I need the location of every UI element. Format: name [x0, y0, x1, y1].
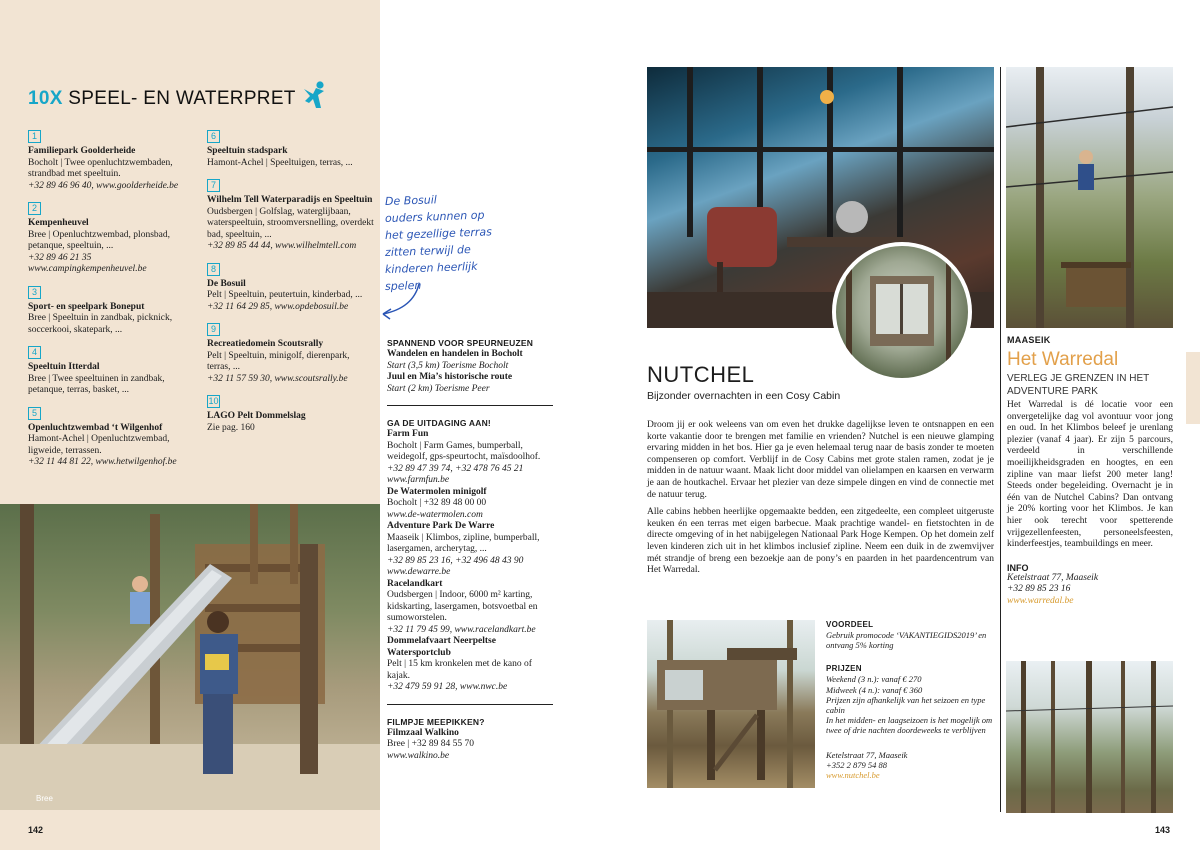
- nutchel-paragraph-2: Alle cabins hebben heerlijke opgemaakte bedden, een zitgedeelte, een compleet uitgeruste keuken én een terras met eigen barbecue. Maak prachtige wandel- en fietstochten in de directe omgeving of in het nabijgelegen Nationaal Park Hoge Kempen. Op het domein zelf leven kinderen zich uit in het klimbos inclusief zipline. Neem een duik in de zwemvijver mét strandje of breng een bezoekje aan de pony’s en paarden in het paardencentrum van Het Warredal.: [647, 507, 994, 576]
- item-description: Bree | Speeltuin in zandbak, picknick, soccerkooi, skatepark, ...: [28, 313, 173, 335]
- section-heading-speurneuzen: SPANNEND VOOR SPEURNEUZEN: [387, 338, 534, 348]
- price-line: Weekend (3 n.): vanaf € 270: [826, 674, 922, 685]
- column-divider: [1000, 67, 1001, 812]
- handwritten-line: De Bosuil: [384, 193, 438, 209]
- section-heading-filmpje: FILMPJE MEEPIKKEN?: [387, 716, 485, 727]
- item-name: LAGO Pelt Dommelslag: [207, 411, 306, 421]
- warredal-title: Het Warredal: [1007, 349, 1119, 370]
- item-description: Bocholt | Twee openluchtzwembaden, strandbad met speeltuin.: [28, 157, 173, 179]
- handwritten-line: spelen: [384, 278, 422, 294]
- cabin-exterior-photo: [832, 242, 972, 382]
- divider: [387, 704, 553, 705]
- handwritten-line: ouders kunnen op: [384, 208, 485, 226]
- activity-name: Racelandkart: [387, 578, 443, 589]
- item-name: Speeltuin stadspark: [207, 146, 288, 156]
- activity-description: Oudsbergen | Indoor, 6000 m² karting, kidskarting, lasergamen, botsvoetbal en sumoworstelen.: [387, 590, 538, 623]
- item-number-badge: 4: [28, 346, 41, 359]
- activity-name: Dommelafvaart Neerpeltse Watersportclub: [387, 636, 496, 658]
- list-item: [207, 259, 375, 314]
- nutchel-title: NUTCHEL: [647, 362, 755, 387]
- item-description: Hamont-Achel | Openluchtzwembad, ligweide, terrassen.: [28, 434, 170, 456]
- warredal-website-link[interactable]: www.warredal.be: [1007, 595, 1074, 606]
- warredal-address: Ketelstraat 77, Maaseik: [1007, 572, 1099, 583]
- playground-photo: [0, 504, 380, 810]
- item-name: Wilhelm Tell Waterparadijs en Speeltuin: [207, 195, 373, 205]
- activity-name: De Watermolen minigolf: [387, 486, 487, 497]
- warredal-info-heading: INFO: [1007, 562, 1029, 573]
- voordeel-heading: VOORDEEL: [826, 620, 874, 629]
- activity-description: Maaseik | Klimbos, zipline, bumperball, lasergamen, archerytag, ...: [387, 532, 540, 554]
- item-number-badge: 2: [28, 202, 41, 215]
- activity-name: Adventure Park De Warre: [387, 521, 495, 531]
- list-item: [28, 403, 196, 469]
- nutchel-phone: +352 2 879 54 88: [826, 759, 887, 770]
- route-name: Wandelen en handelen in Bocholt: [387, 349, 523, 359]
- activity-name: Farm Fun: [387, 429, 429, 439]
- activity-contact[interactable]: +32 479 59 91 28, www.nwc.be: [387, 682, 508, 692]
- item-description: Hamont-Achel | Speeltuigen, terras, ...: [207, 157, 353, 168]
- item-number-badge: 8: [207, 263, 220, 276]
- item-description: Oudsbergen | Golfslag, waterglijbaan, waterspeeltuin, stroomversnelling, overdekt bad, speeltuin, ...: [207, 206, 374, 240]
- title-text: SPEEL- EN WATERPRET: [62, 88, 296, 109]
- warredal-body: Het Warredal is dé locatie voor een onvergetelijke dag vol avontuur voor jong en oud. In het Klimbos beleef je urenlang plezier (vanaf 4 jaar). Er zijn 5 parcours, verdeeld in verschillende moeilijkheidsgraden en hoogtes, en een zipline van maar liefst 200 meter lang! Steeds onder begeleiding. Overnacht je in één van de Nutchel Cabins? Dan ontvang je 20% korting voor het Klimbos. Je kan hier ook terecht voor spetterende vrijgezellenfeesten, personeelsfeesten, kinderfeestjes, teambuildings en meer.: [1007, 400, 1173, 550]
- section-heading-uitdaging: GA DE UITDAGING AAN!: [387, 418, 491, 428]
- side-tab: [1186, 352, 1200, 424]
- warredal-column: [1007, 335, 1173, 608]
- rope-course-photo: [1006, 67, 1173, 328]
- item-description: Pelt | Speeltuin, peutertuin, kinderbad, ...: [207, 290, 363, 300]
- prijzen-heading: PRIJZEN: [826, 664, 862, 674]
- nutchel-info-box: [826, 620, 996, 780]
- item-number-badge: 3: [28, 286, 41, 299]
- divider: [387, 405, 553, 406]
- list-column-1: [28, 126, 196, 475]
- warredal-kicker: MAASEIK: [1007, 335, 1051, 345]
- item-contact[interactable]: +32 89 46 96 40, www.goolderheide.be: [28, 180, 179, 191]
- item-number-badge: 7: [207, 179, 220, 192]
- price-line: Midweek (4 n.): vanaf € 360: [826, 684, 923, 695]
- treehouse-photo: [647, 620, 815, 788]
- warredal-subtitle: VERLEG JE GRENZEN IN HET ADVENTURE PARK: [1007, 373, 1150, 397]
- middle-column: [387, 338, 553, 762]
- route-info: Start (2 km) Toerisme Peer: [387, 383, 490, 394]
- item-contact[interactable]: +32 89 85 44 44, www.wilhelmtell.com: [207, 241, 357, 251]
- price-line: Prijzen zijn afhankelijk van het seizoen en type cabin: [826, 694, 986, 716]
- item-contact[interactable]: +32 11 44 81 22, www.hetwilgenhof.be: [28, 457, 177, 467]
- forest-photo: [1006, 661, 1173, 813]
- list-item: [207, 319, 375, 385]
- list-item: [207, 391, 375, 434]
- list-column-2: [207, 126, 375, 440]
- nutchel-paragraph-1: Droom jij er ook weleens van om even het drukke dagelijkse leven te ontsnappen en een korte vakantie door te brengen met familie en vrienden? Nutchel is een nieuwe glamping ervaring midden in het bos. Hier ga je even helemaal terug naar de basis zonder te moeten compenseren op comfort. Verblijf in de Cosy Cabins met grote stalen ramen, zodat je je midden in de natuur waant. Maak licht door middel van olielampen en kaarsen en verwarm je aan de houtkachel. Ervaar het plezier van deze simpele dingen en vind de connectie met de natuur terug.: [647, 420, 994, 500]
- item-name: Familiepark Goolderheide: [28, 146, 136, 156]
- item-contact[interactable]: +32 89 46 21 35 www.campingkempenheuvel.be: [28, 252, 147, 274]
- nutchel-subtitle: Bijzonder overnachten in een Cosy Cabin: [647, 390, 841, 402]
- item-contact[interactable]: +32 11 57 59 30, www.scoutsrally.be: [207, 373, 348, 384]
- voordeel-text: Gebruik promocode ‘VAKANTIEGIDS2019’ en ontvang 5% korting: [826, 630, 987, 651]
- list-item: [28, 126, 196, 192]
- page-title: [28, 88, 296, 110]
- activity-description: Bocholt | +32 89 48 00 00: [387, 498, 487, 508]
- cinema-description: Bree | +32 89 84 55 70: [387, 739, 474, 749]
- activity-contact[interactable]: +32 89 47 39 74, +32 478 76 45 21 www.farmfun.be: [387, 463, 524, 485]
- activity-contact[interactable]: +32 89 85 23 16, +32 496 48 43 90 www.dewarre.be: [387, 555, 524, 577]
- item-number-badge: 1: [28, 130, 41, 143]
- activity-contact[interactable]: www.de-watermolen.com: [387, 509, 483, 520]
- handwritten-note: [384, 190, 560, 294]
- person-jump-icon: [302, 80, 328, 110]
- item-name: Recreatiedomein Scoutsrally: [207, 339, 324, 349]
- activity-contact[interactable]: +32 11 79 45 99, www.racelandkart.be: [387, 624, 536, 635]
- item-name: De Bosuil: [207, 278, 246, 289]
- nutchel-body: [647, 420, 994, 583]
- activity-description: Bocholt | Farm Games, bumperball, weidegolf, gps-speurtocht, maïsdoolhof.: [387, 440, 541, 462]
- item-contact[interactable]: +32 11 64 29 85, www.opdebosuil.be: [207, 301, 349, 312]
- title-accent: 10X: [28, 88, 63, 109]
- item-name: Sport- en speelpark Boneput: [28, 301, 145, 312]
- item-description: Zie pag. 160: [207, 422, 255, 433]
- nutchel-website-link[interactable]: www.nutchel.be: [826, 770, 880, 781]
- nutchel-address: Ketelstraat 77, Maaseik: [826, 749, 908, 760]
- list-item: [28, 342, 196, 397]
- list-item: [207, 175, 375, 253]
- item-number-badge: 10: [208, 396, 219, 406]
- cinema-contact[interactable]: www.walkino.be: [387, 750, 450, 761]
- page-number-right: 143: [1155, 825, 1171, 835]
- route-info: Start (3,5 km) Toerisme Bocholt: [387, 360, 509, 371]
- item-description: Bree | Twee speeltuinen in zandbak, petanque, terras, basket, ...: [28, 373, 165, 395]
- item-number-badge: 5: [28, 407, 41, 420]
- handwritten-line: zitten terwijl de: [384, 243, 471, 260]
- item-name: Kempenheuvel: [28, 218, 89, 228]
- item-name: Openluchtzwembad ‘t Wilgenhof: [28, 422, 163, 433]
- item-description: Bree | Openluchtzwembad, plonsbad, petanque, speeltuin, ...: [28, 229, 170, 251]
- arrow-icon: [375, 282, 425, 322]
- item-number-badge: 9: [207, 323, 220, 336]
- photo-caption: Bree: [36, 794, 53, 803]
- activity-description: Pelt | 15 km kronkelen met de kano of kajak.: [387, 659, 532, 681]
- route-name: Juul en Mia’s historische route: [387, 372, 513, 382]
- list-item: [28, 282, 196, 337]
- prijzen-list: [826, 674, 996, 735]
- price-line: In het midden- en laagseizoen is het mogelijk om twee of drie nachten doordeweeks te verblijven: [826, 715, 993, 736]
- warredal-phone: +32 89 85 23 16: [1007, 584, 1071, 595]
- cinema-name: Filmzaal Walkino: [387, 727, 459, 738]
- section-list-filmpje: [387, 728, 553, 763]
- handwritten-line: kinderen heerlijk: [384, 259, 478, 277]
- list-item: [207, 126, 375, 169]
- list-item: [28, 198, 196, 276]
- item-number-badge: 6: [207, 130, 220, 143]
- handwritten-line: het gezellige terras: [384, 225, 493, 243]
- page-number-left: 142: [28, 825, 44, 835]
- section-list-speurneuzen: [387, 349, 553, 395]
- item-name: Speeltuin Itterdal: [28, 362, 100, 372]
- section-list-uitdaging: [387, 429, 553, 694]
- item-description: Pelt | Speeltuin, minigolf, dierenpark, terras, ...: [207, 350, 350, 372]
